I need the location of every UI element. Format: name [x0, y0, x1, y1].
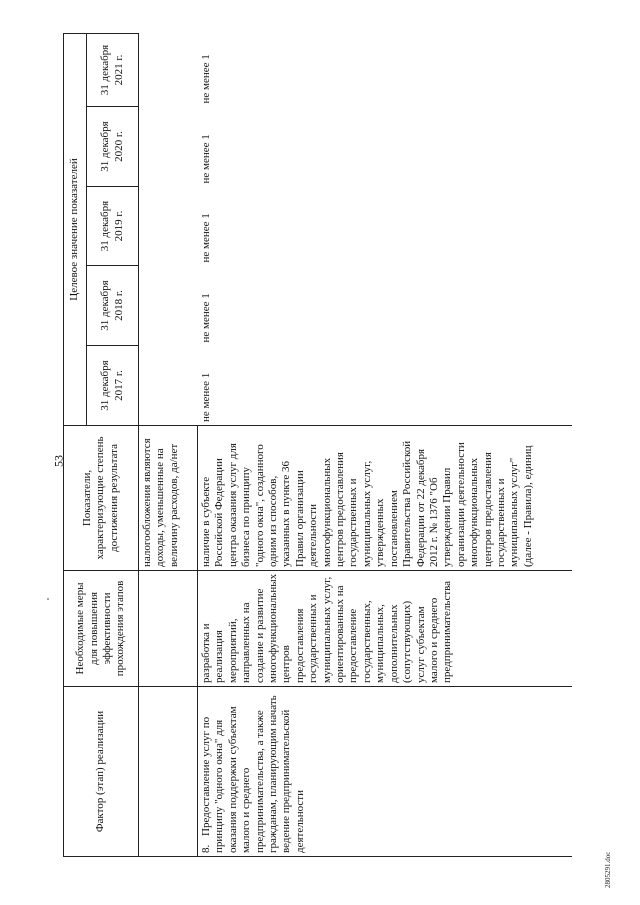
header-factor: Фактор (этап) реализации: [64, 687, 139, 857]
header-year: 31 декабря 2021 г.: [87, 33, 139, 106]
value-cell: не менее 1: [199, 213, 212, 263]
continued-indicator-cell: налогообложения являются доходы, уменьшенные на величину расходов, да/нет: [139, 426, 198, 571]
continued-measures-cell: [139, 571, 198, 687]
indicator-cell: наличие в субъекте Российской Федерации центра оказания услуг для бизнеса по принципу "одного окна", созданного одним из способов, указанных в пункте 36 Правил организации деятельности многофункциональных центров предоставления государственных и муниципальных услуг, утвержденных постановлением Правительства Российской Федерации от 22 декабря 2012 г. № 1376 "Об утверждении Правил организации деятельности многофункциональных центров предоставления государственных и муниципальных услуг" (далее - Правила), единиц: [198, 426, 573, 571]
table-row: [198, 33, 573, 856]
header-year: 31 декабря 2019 г.: [87, 187, 139, 266]
rotated-table-wrapper: [63, 34, 603, 857]
scan-dot: [47, 598, 49, 600]
continued-factor-cell: [139, 687, 198, 857]
header-indicators: Показатели, характеризующие степень достижения результата: [64, 426, 139, 571]
header-target-group: Целевое значение показателей: [64, 33, 87, 425]
factor-cell: [198, 687, 573, 857]
footer-doc-code: 2805291.doc: [604, 851, 612, 888]
target-indicators-table: [63, 33, 572, 857]
measures-cell: разработка и реализация мероприятий, направленных на создание и развитие многофункциональных центров предоставления государственных и муниципальных услуг, ориентированных на предоставление государственных, муниципальных, дополнительных (сопутствующих) услуг субъектам малого и среднего предпринимательства: [198, 571, 573, 687]
continued-row: [139, 33, 198, 856]
header-year: 31 декабря 2018 г.: [87, 266, 139, 346]
header-row-1: [64, 33, 87, 856]
value-cell: не менее 1: [199, 293, 212, 343]
row-number: 8.: [200, 844, 212, 853]
value-cell: не менее 1: [199, 134, 212, 184]
value-cell: не менее 1: [199, 372, 212, 422]
header-year: 31 декабря 2020 г.: [87, 107, 139, 187]
factor-text: Предоставление услуг по принципу "одного окна" для оказания поддержки субъектам малого и среднего предпринимательства, а также гражданам, планирующим начать ведение предпринимательской деятельности: [200, 695, 306, 853]
header-measures: Необходимые меры для повышения эффективности прохождения этапов: [64, 571, 139, 687]
page-number: 53: [51, 455, 66, 467]
header-year: 31 декабря 2017 г.: [87, 346, 139, 426]
value-cell: не менее 1: [199, 54, 212, 104]
